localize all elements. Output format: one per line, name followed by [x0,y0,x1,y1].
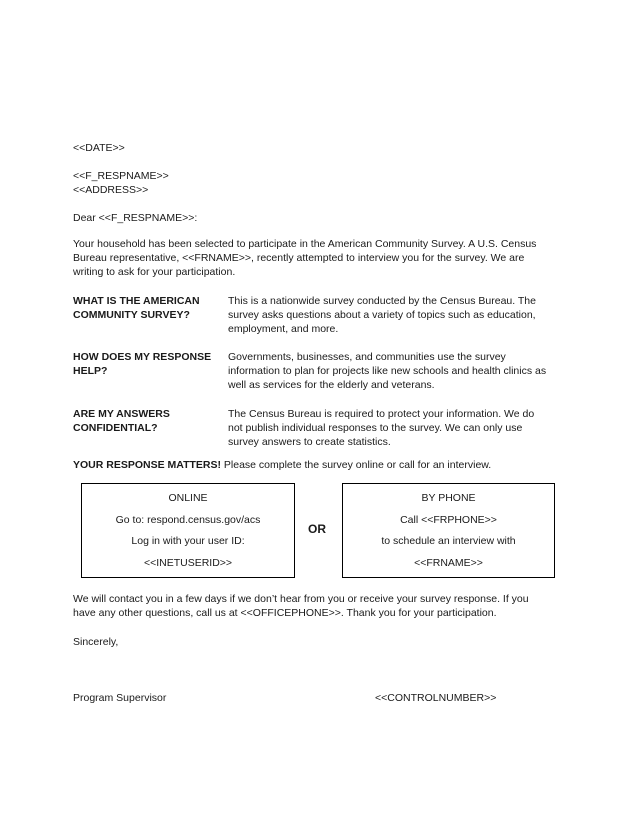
online-box [81,483,295,578]
phone-box-number: Call <<FRPHONE>> [400,514,497,526]
recipient-name: <<F_RESPNAME>> [73,170,169,182]
online-box-url: Go to: respond.census.gov/acs [115,514,261,526]
signer-title: Program Supervisor [73,692,167,704]
closing-paragraph: We will contact you in a few days if we don’t hear from you or receive your survey response. If you have any other questions, call us at <<OFFICEPHONE>>. Thank you for your participation. [73,593,529,619]
online-box-userid: <<INETUSERID>> [143,557,233,569]
or-label: OR [308,522,326,536]
response-matters-text: Please complete the survey online or call for an interview. [220,459,492,471]
control-number: <<CONTROLNUMBER>> [375,692,497,704]
online-box-login: Log in with your user ID: [131,535,245,547]
recipient-address: <<ADDRESS>> [73,184,149,196]
faq-question-3: ARE MY ANSWERS CONFIDENTIAL? [73,408,170,434]
letter-date: <<DATE>> [73,142,125,154]
online-box-title: ONLINE [168,492,208,504]
response-matters-heading: YOUR RESPONSE MATTERS! [73,459,221,471]
salutation: Dear <<F_RESPNAME>>: [73,212,198,224]
faq-answer-3: The Census Bureau is required to protect your information. We do not publish individual responses to the survey. We can only use survey answers to create statistics. [228,408,535,448]
sign-off: Sincerely, [73,636,119,648]
faq-answer-2: Governments, businesses, and communities use the survey information to plan for projects like new schools and health clinics as well as services for the elderly and veterans. [228,351,547,391]
phone-box-title: BY PHONE [421,492,476,504]
faq-question-1: WHAT IS THE AMERICAN COMMUNITY SURVEY? [73,295,200,321]
phone-box-schedule: to schedule an interview with [381,535,516,547]
phone-box [342,483,555,578]
faq-answer-1: This is a nationwide survey conducted by the Census Bureau. The survey asks questions about a variety of topics such as education, employment, and more. [228,295,536,335]
intro-paragraph: Your household has been selected to participate in the American Community Survey. A U.S. Census Bureau representative, <<FRNAME>>, recently attempted to interview you for the survey. We are writing to ask for your participation. [73,238,537,278]
phone-box-frname: <<FRNAME>> [414,557,483,569]
faq-question-2: HOW DOES MY RESPONSE HELP? [73,351,212,377]
response-matters-line [73,458,553,472]
